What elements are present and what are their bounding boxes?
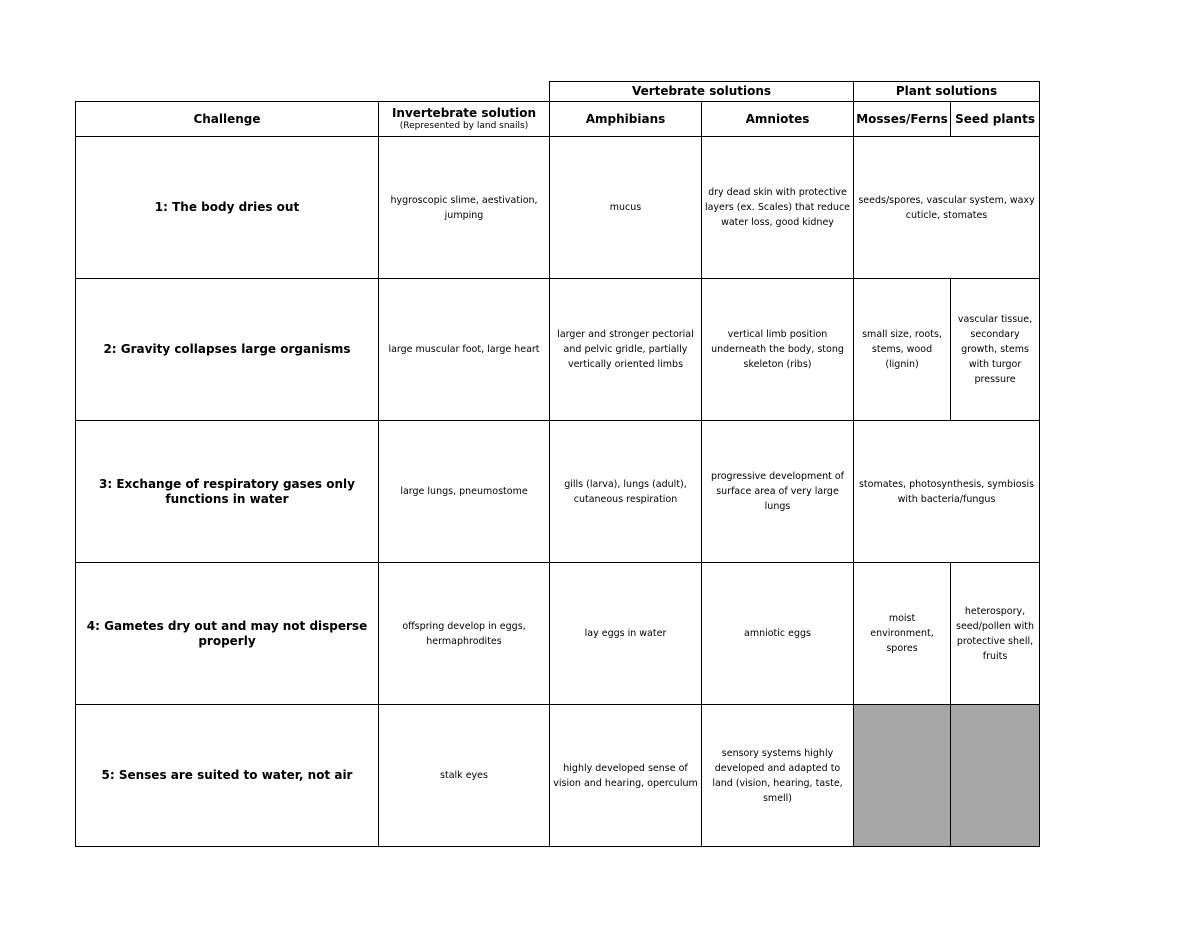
challenge-cell: 2: Gravity collapses large organisms <box>76 279 379 421</box>
challenge-cell: 1: The body dries out <box>76 137 379 279</box>
table-row-3 <box>76 421 1040 563</box>
invertebrate-header-note: (Represented by land snails) <box>399 121 529 131</box>
table-row-5 <box>76 705 1040 847</box>
challenge-cell: 3: Exchange of respiratory gases only functions in water <box>76 421 379 563</box>
amphibians-cell: larger and stronger pectorial and pelvic gridle, partially vertically oriented limbs <box>550 279 702 421</box>
invertebrate-cell: stalk eyes <box>379 705 550 847</box>
amniotes-cell: vertical limb position underneath the body, stong skeleton (ribs) <box>702 279 854 421</box>
vertebrate-group-header: Vertebrate solutions <box>550 82 854 102</box>
plant-group-header: Plant solutions <box>854 82 1040 102</box>
table-row-4 <box>76 563 1040 705</box>
amniotes-cell: dry dead skin with protective layers (ex. Scales) that reduce water loss, good kidney <box>702 137 854 279</box>
challenge-column-header <box>76 102 379 137</box>
invertebrate-cell: large muscular foot, large heart <box>379 279 550 421</box>
invertebrate-header-label: Invertebrate solution <box>391 106 537 120</box>
mosses-ferns-cell: small size, roots, stems, wood (lignin) <box>854 279 951 421</box>
seed-plants-column-header: Seed plants <box>951 102 1040 137</box>
challenge-cell: 5: Senses are suited to water, not air <box>76 705 379 847</box>
seed-plants-shaded-cell <box>951 705 1040 847</box>
amphibians-column-header: Amphibians <box>550 102 702 137</box>
amniotes-cell: amniotic eggs <box>702 563 854 705</box>
challenge-header-label: Challenge <box>193 111 261 126</box>
amphibians-cell: mucus <box>550 137 702 279</box>
invertebrate-cell: hygroscopic slime, aestivation, jumping <box>379 137 550 279</box>
challenge-cell: 4: Gametes dry out and may not disperse properly <box>76 563 379 705</box>
seed-plants-cell: heterospory, seed/pollen with protective shell, fruits <box>951 563 1040 705</box>
invertebrate-column-header <box>379 102 550 137</box>
amphibians-cell: lay eggs in water <box>550 563 702 705</box>
amniotes-column-header: Amniotes <box>702 102 854 137</box>
table-row-2 <box>76 279 1040 421</box>
amniotes-cell: progressive development of surface area of very large lungs <box>702 421 854 563</box>
amniotes-cell: sensory systems highly developed and adapted to land (vision, hearing, taste, smell) <box>702 705 854 847</box>
comparison-table <box>75 81 1040 847</box>
invertebrate-cell: large lungs, pneumostome <box>379 421 550 563</box>
group-header-row <box>76 82 1040 102</box>
column-header-row <box>76 102 1040 137</box>
plants-cell: stomates, photosynthesis, symbiosis with bacteria/fungus <box>854 421 1040 563</box>
mosses-ferns-column-header: Mosses/Ferns <box>854 102 951 137</box>
invertebrate-cell: offspring develop in eggs, hermaphrodites <box>379 563 550 705</box>
mosses-ferns-cell: moist environment, spores <box>854 563 951 705</box>
amphibians-cell: gills (larva), lungs (adult), cutaneous respiration <box>550 421 702 563</box>
seed-plants-cell: vascular tissue, secondary growth, stems with turgor pressure <box>951 279 1040 421</box>
table-row-1 <box>76 137 1040 279</box>
mosses-ferns-shaded-cell <box>854 705 951 847</box>
plants-cell: seeds/spores, vascular system, waxy cuticle, stomates <box>854 137 1040 279</box>
blank-corner <box>76 82 550 102</box>
amphibians-cell: highly developed sense of vision and hearing, operculum <box>550 705 702 847</box>
